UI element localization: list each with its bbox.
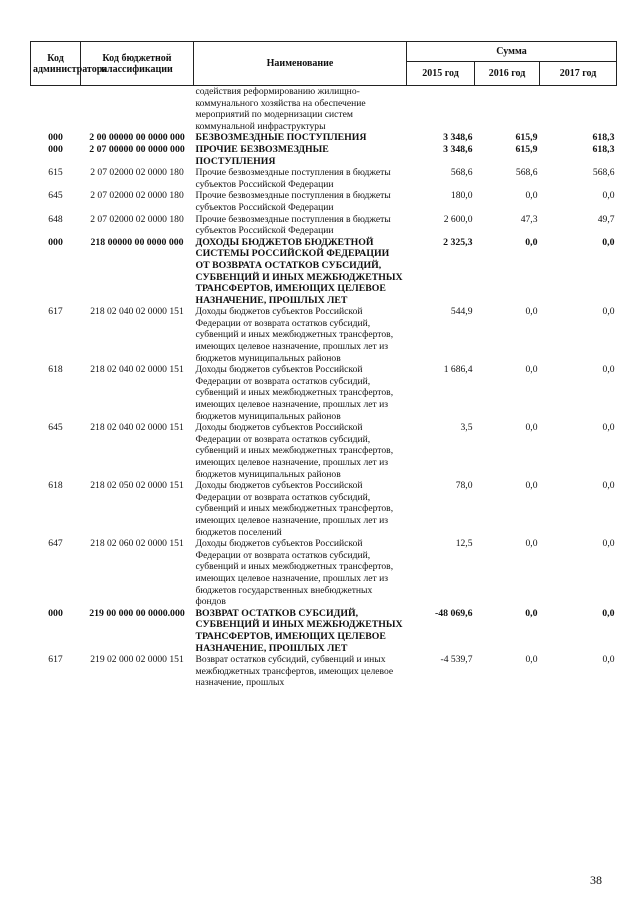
amount-2016-cell: 615,9: [515, 143, 538, 155]
amount-2015-cell: 3,5: [460, 422, 473, 434]
admin-code-cell: 000: [48, 236, 63, 248]
budget-code-cell: 2 07 02000 02 0000 180: [90, 167, 184, 179]
table-row: [31, 167, 617, 190]
table-row: [31, 144, 617, 167]
table-row: [31, 86, 617, 133]
table-body: [31, 86, 617, 689]
budget-code-cell: 2 07 02000 02 0000 180: [90, 213, 184, 225]
amount-2015-cell: 3 348,6: [443, 132, 473, 144]
budget-code-cell: 2 00 00000 00 0000 000: [89, 132, 185, 144]
admin-code-cell: 000: [48, 132, 63, 144]
amount-2015-cell: 3 348,6: [443, 143, 473, 155]
budget-code-cell: 218 02 050 02 0000 151: [90, 480, 184, 492]
amount-2017-cell: 0,0: [602, 236, 615, 248]
header-budget-code: Код бюджетной классификации: [81, 42, 194, 86]
name-cell: Доходы бюджетов субъектов Российской Федерации от возврата остатков субсидий, субвенций и иных межбюджетных трансфертов, имеющих целевое назначение, прошлых лет из бюджетов муниципальных районов: [195, 306, 394, 364]
amount-2016-cell: 0,0: [525, 364, 538, 376]
amount-2017-cell: 0,0: [602, 480, 615, 492]
name-cell: БЕЗВОЗМЕЗДНЫЕ ПОСТУПЛЕНИЯ: [195, 132, 367, 144]
amount-2016-cell: 47,3: [520, 213, 538, 225]
amount-2017-cell: 0,0: [602, 364, 615, 376]
table-row: [31, 654, 617, 689]
admin-code-cell: 645: [48, 190, 63, 202]
admin-code-cell: 000: [48, 607, 63, 619]
budget-code-cell: 218 00000 00 0000 000: [90, 236, 184, 248]
amount-2015-cell: -48 069,6: [434, 607, 473, 619]
budget-code-cell: 219 02 000 02 0000 151: [90, 654, 184, 666]
header-year-2016: 2016 год: [475, 62, 540, 86]
name-cell: Доходы бюджетов субъектов Российской Федерации от возврата остатков субсидий, субвенций и иных межбюджетных трансфертов, имеющих целевое назначение, прошлых лет из бюджетов муниципальных районов: [195, 364, 394, 422]
budget-code-cell: 218 02 060 02 0000 151: [90, 538, 184, 550]
budget-code-cell: 218 02 040 02 0000 151: [90, 364, 184, 376]
table-header: [31, 42, 617, 86]
header-name: Наименование: [194, 42, 407, 86]
name-cell: Прочие безвозмездные поступления в бюджеты субъектов Российской Федерации: [195, 167, 391, 190]
amount-2017-cell: [540, 86, 617, 133]
amount-2017-cell: 0,0: [602, 538, 615, 550]
budget-code-cell: 218 02 040 02 0000 151: [90, 422, 184, 434]
amount-2016-cell: 0,0: [525, 480, 538, 492]
amount-2015-cell: 78,0: [455, 480, 473, 492]
name-cell: Доходы бюджетов субъектов Российской Федерации от возврата остатков субсидий, субвенций и иных межбюджетных трансфертов, имеющих целевое назначение, прошлых лет из бюджетов поселений: [195, 480, 394, 538]
amount-2016-cell: 0,0: [525, 190, 538, 202]
admin-code-cell: 617: [48, 654, 63, 666]
amount-2017-cell: 0,0: [602, 607, 615, 619]
amount-2016-cell: 0,0: [525, 422, 538, 434]
header-year-2015: 2015 год: [407, 62, 475, 86]
table-row: [31, 132, 617, 144]
budget-code-cell: 219 00 000 00 0000.000: [89, 607, 185, 619]
name-cell: ВОЗВРАТ ОСТАТКОВ СУБСИДИЙ, СУБВЕНЦИЙ И ИНЫХ МЕЖБЮДЖЕТНЫХ ТРАНСФЕРТОВ, ИМЕЮЩИХ ЦЕЛЕВОЕ НАЗНАЧЕНИЕ, ПРОШЛЫХ ЛЕТ: [195, 607, 403, 654]
amount-2017-cell: 0,0: [602, 190, 615, 202]
amount-2016-cell: 0,0: [525, 306, 538, 318]
amount-2015-cell: 2 325,3: [443, 236, 473, 248]
admin-code-cell: 618: [48, 364, 63, 376]
amount-2016-cell: 615,9: [515, 132, 538, 144]
amount-2015-cell: 12,5: [455, 538, 473, 550]
amount-2015-cell: 544,9: [450, 306, 473, 318]
amount-2015-cell: 2 600,0: [443, 213, 473, 225]
budget-code-cell: 218 02 040 02 0000 151: [90, 306, 184, 318]
amount-2017-cell: 0,0: [602, 306, 615, 318]
admin-code-cell: 618: [48, 480, 63, 492]
header-sum: Сумма: [407, 42, 617, 62]
amount-2016-cell: 0,0: [525, 607, 538, 619]
name-cell: Доходы бюджетов субъектов Российской Федерации от возврата остатков субсидий, субвенций и иных межбюджетных трансфертов, имеющих целевое назначение, прошлых лет из бюджетов муниципальных районов: [195, 422, 394, 480]
header-admin-code: Код администратора: [31, 42, 81, 86]
admin-code-cell: 648: [48, 213, 63, 225]
name-cell: Доходы бюджетов субъектов Российской Федерации от возврата остатков субсидий, субвенций и иных межбюджетных трансфертов, имеющих целевое назначение, прошлых лет из бюджетов государственных внебюджетных фондов: [195, 538, 394, 608]
name-cell: ПРОЧИЕ БЕЗВОЗМЕЗДНЫЕ ПОСТУПЛЕНИЯ: [195, 143, 329, 167]
table-row: [31, 364, 617, 422]
admin-code-cell: 645: [48, 422, 63, 434]
amount-2017-cell: 568,6: [592, 167, 615, 179]
amount-2017-cell: 618,3: [592, 132, 615, 144]
table-row: [31, 608, 617, 654]
amount-2016-cell: 0,0: [525, 236, 538, 248]
name-cell: Прочие безвозмездные поступления в бюджеты субъектов Российской Федерации: [195, 213, 391, 237]
name-cell: Прочие безвозмездные поступления в бюджеты субъектов Российской Федерации: [195, 190, 391, 213]
table-row: [31, 422, 617, 480]
table-row: [31, 214, 617, 237]
admin-code-cell: 000: [48, 143, 63, 155]
name-cell: ДОХОДЫ БЮДЖЕТОВ БЮДЖЕТНОЙ СИСТЕМЫ РОССИЙСКОЙ ФЕДЕРАЦИИ ОТ ВОЗВРАТА ОСТАТКОВ СУБСИДИЙ, СУБВЕНЦИЙ И ИНЫХ МЕЖБЮДЖЕТНЫХ ТРАНСФЕРТОВ, ИМЕЮЩИХ ЦЕЛЕВОЕ НАЗНАЧЕНИЕ, ПРОШЛЫХ ЛЕТ: [195, 236, 403, 306]
amount-2016-cell: 0,0: [525, 654, 538, 666]
amount-2015-cell: 568,6: [450, 167, 473, 179]
amount-2015-cell: -4 539,7: [440, 654, 473, 666]
amount-2017-cell: 0,0: [602, 422, 615, 434]
name-cell: содействия реформированию жилищно-коммунального хозяйства на обеспечение мероприятий по модернизации систем коммунальной инфраструктуры: [195, 86, 366, 132]
budget-code-cell: 2 07 00000 00 0000 000: [89, 143, 185, 155]
admin-code-cell: [31, 86, 81, 133]
admin-code-cell: 647: [48, 538, 63, 550]
amount-2017-cell: 0,0: [602, 654, 615, 666]
amount-2016-cell: 0,0: [525, 538, 538, 550]
budget-code-cell: 2 07 02000 02 0000 180: [90, 190, 184, 202]
amount-2015-cell: [407, 86, 475, 133]
header-year-2017: 2017 год: [540, 62, 617, 86]
amount-2016-cell: 568,6: [515, 167, 538, 179]
amount-2016-cell: [475, 86, 540, 133]
budget-revenue-table: [30, 41, 617, 689]
table-row: [31, 480, 617, 538]
table-row: [31, 190, 617, 213]
amount-2017-cell: 618,3: [592, 143, 615, 155]
admin-code-cell: 615: [48, 167, 63, 179]
table-row: [31, 538, 617, 608]
amount-2015-cell: 1 686,4: [443, 364, 473, 376]
table-row: [31, 306, 617, 364]
budget-code-cell: [81, 86, 194, 133]
amount-2017-cell: 49,7: [597, 213, 615, 225]
amount-2015-cell: 180,0: [450, 190, 473, 202]
admin-code-cell: 617: [48, 306, 63, 318]
name-cell: Возврат остатков субсидий, субвенций и иных межбюджетных трансфертов, имеющих целевое назначение, прошлых: [195, 654, 394, 689]
page-number: 38: [590, 873, 602, 887]
table-row: [31, 237, 617, 307]
